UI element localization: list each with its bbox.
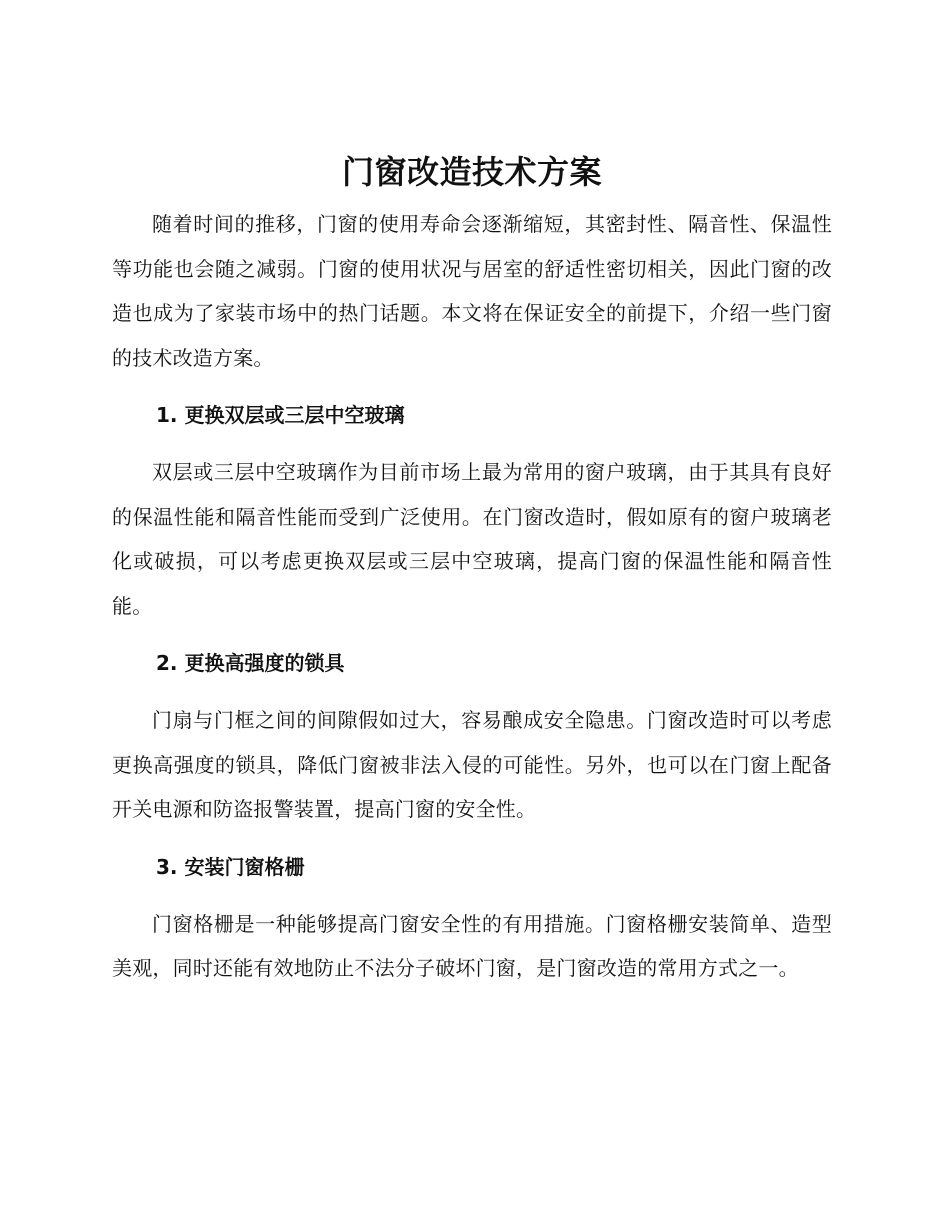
document-body bbox=[112, 148, 832, 991]
section-heading-1: 1. 更换双层或三层中空玻璃 bbox=[156, 403, 405, 427]
intro-paragraph: 随着时间的推移，门窗的使用寿命会逐渐缩短，其密封性、隔音性、保温性等功能也会随之减弱。门窗的使用状况与居室的舒适性密切相关，因此门窗的改造也成为了家装市场中的热门话题。本文将在保证安全的前提下，介绍一些门窗的技术改造方案。 bbox=[112, 212, 832, 370]
section-body-2: 门扇与门框之间的间隙假如过大，容易酿成安全隐患。门窗改造时可以考虑更换高强度的锁具，降低门窗被非法入侵的可能性。另外，也可以在门窗上配备开关电源和防盗报警装置，提高门窗的安全性。 bbox=[112, 708, 832, 821]
section-body-3: 门窗格栅是一种能够提高门窗安全性的有用措施。门窗格栅安装简单、造型美观，同时还能有效地防止不法分子破坏门窗，是门窗改造的常用方式之一。 bbox=[112, 911, 832, 980]
section-heading-2: 2. 更换高强度的锁具 bbox=[156, 651, 345, 675]
section-heading-3: 3. 安装门窗格栅 bbox=[156, 854, 305, 879]
section-body-1: 双层或三层中空玻璃作为目前市场上最为常用的窗户玻璃，由于其具有良好的保温性能和隔音性能而受到广泛使用。在门窗改造时，假如原有的窗户玻璃老化或破损，可以考虑更换双层或三层中空玻璃，提高门窗的保温性能和隔音性能。 bbox=[112, 460, 832, 618]
document-title: 门窗改造技术方案 bbox=[341, 153, 602, 191]
